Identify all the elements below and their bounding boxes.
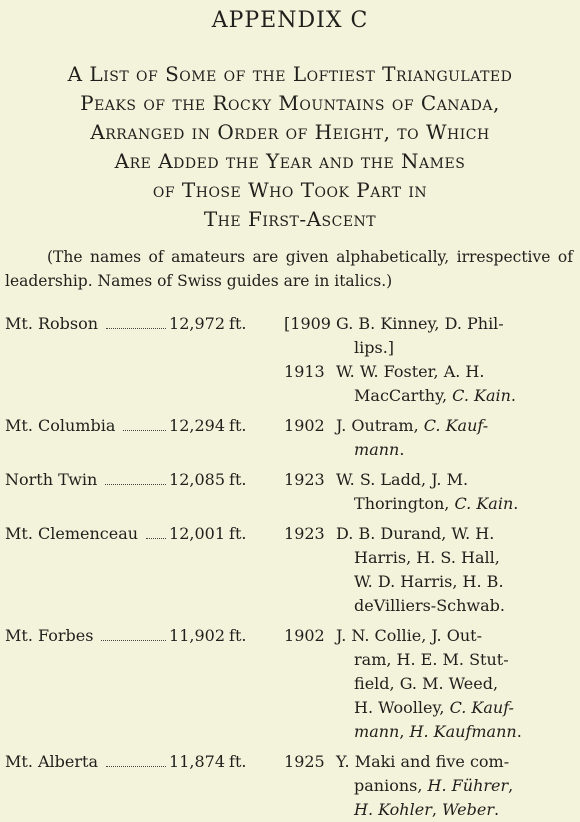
table-row bbox=[5, 516, 541, 618]
party-line: Thorington, C. Kain. bbox=[354, 494, 519, 513]
party-line: H. Woolley, C. Kauf- bbox=[354, 698, 514, 717]
peak-name: Mt. Columbia bbox=[5, 416, 116, 435]
heading-line: A List of Some of the Loftiest Triangulated bbox=[67, 62, 513, 86]
peak-name: Mt. Alberta bbox=[5, 752, 98, 771]
peak-cell bbox=[5, 312, 225, 360]
ascent-party bbox=[334, 360, 541, 408]
dot-leader bbox=[106, 766, 166, 767]
dot-leader bbox=[105, 484, 166, 485]
party-line: lips.] bbox=[354, 338, 395, 357]
ascent-party bbox=[334, 408, 541, 462]
peak-cell bbox=[5, 618, 225, 744]
ascent-party bbox=[334, 312, 541, 360]
party-line: mann, H. Kaufmann. bbox=[354, 722, 522, 741]
peak-height: 12,085 bbox=[169, 470, 226, 489]
peak-height: 11,902 bbox=[169, 626, 226, 645]
peak-cell bbox=[5, 360, 225, 408]
peak-name: Mt. Forbes bbox=[5, 626, 94, 645]
party-line: mann. bbox=[354, 440, 405, 459]
ascent-year: 1925 bbox=[284, 752, 325, 771]
party-line: W. S. Ladd, J. M. bbox=[336, 470, 469, 489]
ascent-party bbox=[334, 462, 541, 516]
party-line: D. B. Durand, W. H. bbox=[336, 524, 495, 543]
heading-line: Arranged in Order of Height, to Which bbox=[90, 120, 490, 144]
peak-cell bbox=[5, 516, 225, 618]
unit-cell: ft. bbox=[229, 524, 247, 543]
party-line: panions, H. Führer, bbox=[354, 776, 514, 795]
peak-cell bbox=[5, 744, 225, 822]
party-line: W. W. Foster, A. H. bbox=[336, 362, 485, 381]
peak-height: 11,874 bbox=[169, 752, 226, 771]
ascent-party bbox=[334, 618, 541, 744]
peak-cell bbox=[5, 462, 225, 516]
appendix-title: APPENDIX C bbox=[211, 8, 369, 33]
party-line: H. Kohler, Weber. bbox=[354, 800, 500, 819]
heading-line: Peaks of the Rocky Mountains of Canada, bbox=[80, 91, 500, 115]
unit-cell: ft. bbox=[229, 314, 247, 333]
dot-leader bbox=[106, 328, 166, 329]
heading-line: Are Added the Year and the Names bbox=[114, 149, 466, 173]
dot-leader bbox=[146, 538, 166, 539]
heading-line: The First-Ascent bbox=[203, 207, 377, 231]
party-line: field, G. M. Weed, bbox=[354, 674, 499, 693]
unit-cell bbox=[225, 360, 284, 408]
ascent-year: 1902 bbox=[284, 626, 325, 645]
table-row bbox=[5, 312, 541, 360]
party-line: ram, H. E. M. Stut- bbox=[354, 650, 509, 669]
peak-height: 12,294 bbox=[169, 416, 226, 435]
party-line: G. B. Kinney, D. Phil- bbox=[336, 314, 504, 333]
table-row bbox=[5, 744, 541, 822]
peak-cell bbox=[5, 408, 225, 462]
ascent-year: 1913 bbox=[284, 362, 325, 381]
party-line: J. N. Collie, J. Out- bbox=[336, 626, 482, 645]
unit-cell: ft. bbox=[229, 416, 247, 435]
explanatory-note: (The names of amateurs are given alphabetically, irrespective of leadership. Names of Swiss guides are in italics.) bbox=[5, 248, 573, 290]
ascent-year: 1902 bbox=[284, 416, 325, 435]
ascent-year: [1909 bbox=[284, 314, 331, 333]
party-line: Harris, H. S. Hall, bbox=[354, 548, 500, 567]
party-line: deVilliers-Schwab. bbox=[354, 596, 505, 615]
peak-height: 12,972 bbox=[169, 314, 226, 333]
table-row bbox=[5, 618, 541, 744]
party-line: MacCarthy, C. Kain. bbox=[354, 386, 517, 405]
heading-line: of Those Who Took Part in bbox=[152, 178, 428, 202]
peak-height: 12,001 bbox=[169, 524, 226, 543]
ascent-party bbox=[334, 516, 541, 618]
peak-name: Mt. Robson bbox=[5, 314, 99, 333]
ascent-year: 1923 bbox=[284, 470, 325, 489]
peaks-table-wrap bbox=[5, 312, 575, 822]
table-row bbox=[5, 462, 541, 516]
peak-name: North Twin bbox=[5, 470, 98, 489]
ascent-party bbox=[334, 744, 541, 822]
table-row bbox=[5, 360, 541, 408]
party-line: J. Outram, C. Kauf- bbox=[336, 416, 489, 435]
peak-name: Mt. Clemenceau bbox=[5, 524, 139, 543]
party-line: W. D. Harris, H. B. bbox=[354, 572, 504, 591]
unit-cell: ft. bbox=[229, 626, 247, 645]
unit-cell: ft. bbox=[229, 752, 247, 771]
dot-leader bbox=[123, 430, 166, 431]
unit-cell: ft. bbox=[229, 470, 247, 489]
table-row bbox=[5, 408, 541, 462]
ascent-year: 1923 bbox=[284, 524, 325, 543]
peaks-table-body bbox=[5, 312, 541, 822]
list-heading bbox=[0, 60, 580, 234]
peaks-table bbox=[5, 312, 541, 822]
party-line: Y. Maki and five com- bbox=[336, 752, 510, 771]
dot-leader bbox=[101, 640, 166, 641]
